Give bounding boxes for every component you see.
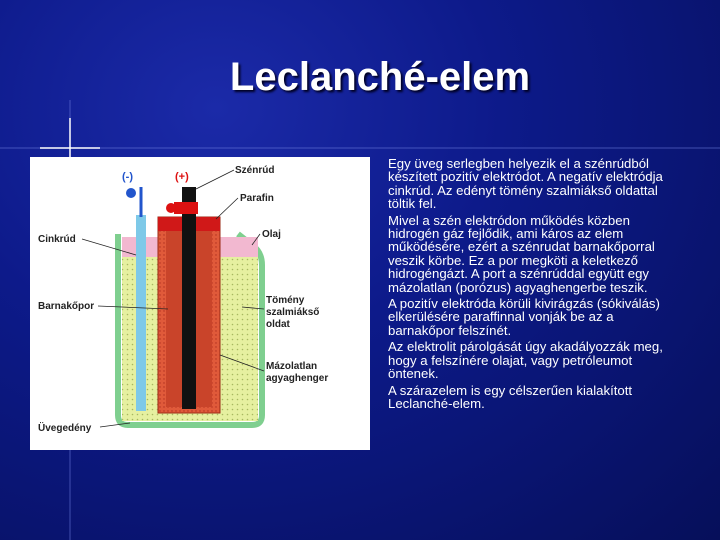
description-text: [388, 157, 678, 413]
paragraph-2: Mivel a szén elektródon működés közben hidrogén gáz fejlődik, ami káros az elem működésére, ezért a szénrudat barnakőporral veszik körbe. Ez a por megköti a keletkező hidrogéngázt. A port a szénrúddal együtt egy mázolatlan (porózus) agyaghengerbe teszik.: [388, 212, 655, 295]
label-cinkrud: Cinkrúd: [38, 234, 76, 245]
minus-sign: (-): [122, 171, 133, 183]
label-tomeny-2: szalmiákső: [266, 307, 320, 318]
page-title: Leclanché-elem: [229, 55, 531, 99]
label-tomeny-3: oldat: [266, 319, 290, 330]
battery-diagram: [30, 157, 370, 450]
label-barnakopor: Barnakőpor: [38, 301, 95, 312]
label-mazolatlan-1: Mázolatlan: [266, 361, 318, 372]
plus-sign: (+): [175, 171, 189, 183]
minus-terminal-ball: [126, 188, 136, 198]
paragraph-4: Az elektrolit párolgását úgy akadályozzák meg, hogy a felszínére olajat, vagy petróleumot öntenek.: [388, 339, 663, 382]
carbon-rod: [182, 187, 196, 409]
plus-terminal-ball: [166, 203, 176, 213]
label-parafin: Parafin: [240, 193, 274, 204]
label-tomeny-1: Tömény: [266, 295, 305, 306]
label-mazolatlan-2: agyaghenger: [266, 373, 329, 384]
paragraph-5: A szárazelem is egy célszerűen kialakított Leclanché-elem.: [388, 382, 633, 411]
label-szenrud: Szénrúd: [235, 165, 275, 176]
zinc-rod: [136, 215, 146, 411]
label-uvegedeny: Üvegedény: [38, 423, 92, 434]
paragraph-3: A pozitív elektróda körüli kivirágzás (sókiválás) elkerülésére paraffinnal vonják be az a barnakőpor felszínét.: [388, 296, 660, 338]
paragraph-1: Egy üveg serlegben helyezik el a szénrúdból készített pozitív elektródot. A negatív elektródja cinkrúd. Az edényt tömény szalmiákső oldattal töltik fel.: [388, 156, 663, 212]
label-olaj: Olaj: [262, 229, 281, 240]
